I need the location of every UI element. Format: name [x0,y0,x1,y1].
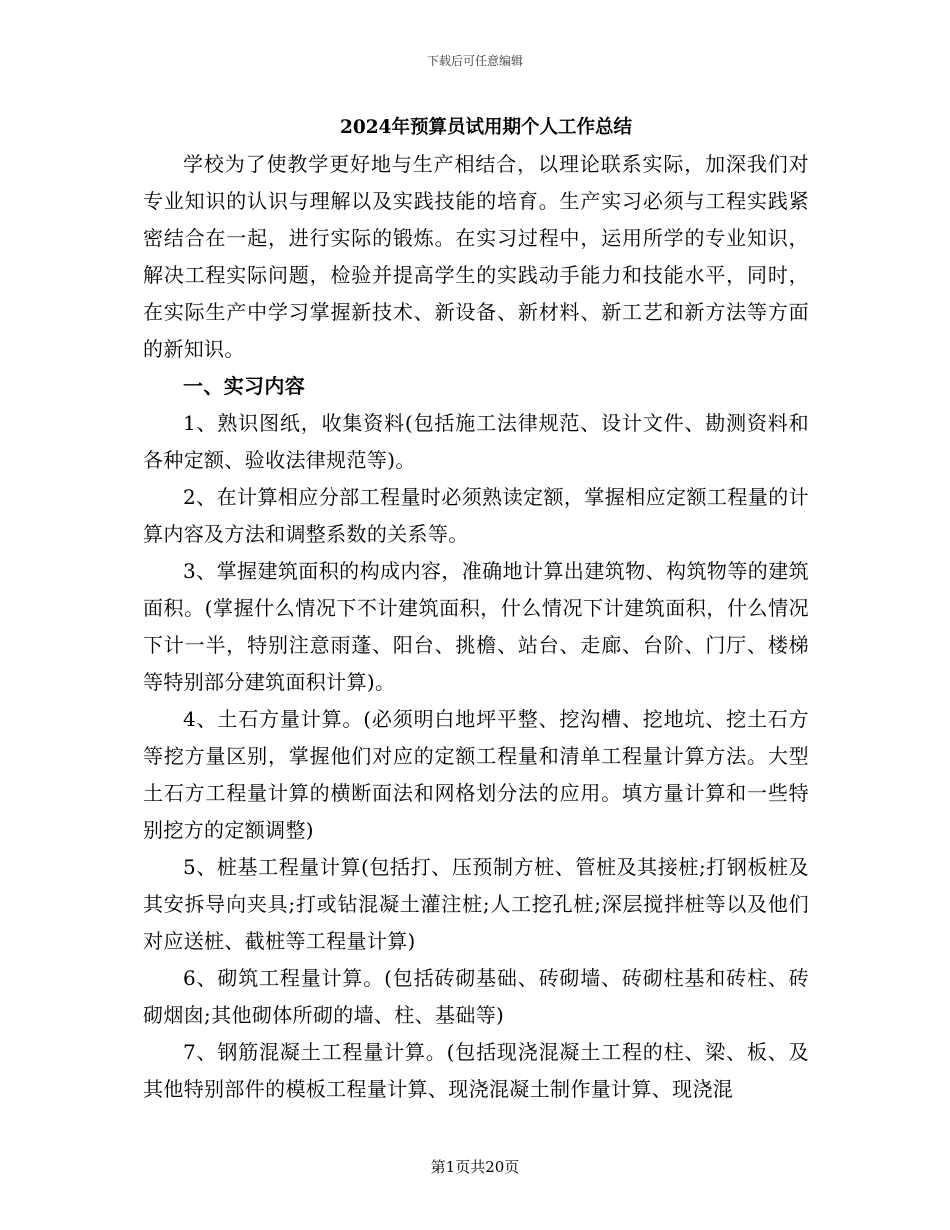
section-heading-internship-content: 一、实习内容 [183,374,306,398]
list-item-7: 7、钢筋混凝土工程量计算。(包括现浇混凝土工程的柱、梁、板、及其他特别部件的模板工程量计算、现浇混凝土制作量计算、现浇混 [143,1040,809,1101]
list-item-2: 2、在计算相应分部工程量时必须熟读定额，掌握相应定额工程量的计算内容及方法和调整系数的关系等。 [143,485,809,546]
page-header-note: 下载后可任意编辑 [426,54,523,68]
intro-paragraph: 学校为了使教学更好地与生产相结合，以理论联系实际，加深我们对专业知识的认识与理解以及实践技能的培育。生产实习必须与工程实践紧密结合在一起，进行实际的锻炼。在实习过程中，运用所学的专业知识，解决工程实际问题，检验并提高学生的实践动手能力和技能水平，同时，在实际生产中学习掌握新技术、新设备、新材料、新工艺和新方法等方面的新知识。 [143,152,809,361]
list-item-5: 5、桩基工程量计算(包括打、压预制方桩、管桩及其接桩;打钢板桩及其安拆导向夹具;打或钻混凝土灌注桩;人工挖孔桩;深层搅拌桩等以及他们对应送桩、截桩等工程量计算) [143,855,809,953]
document-title: 2024年预算员试用期个人工作总结 [340,117,632,138]
list-item-4: 4、土石方量计算。(必须明白地坪平整、挖沟槽、挖地坑、挖土石方等挖方量区别，掌握他们对应的定额工程量和清单工程量计算方法。大型土石方工程量计算的横断面法和网格划分法的应用。填方量计算和一些特别挖方的定额调整) [143,707,809,842]
list-item-6: 6、砌筑工程量计算。(包括砖砌基础、砖砌墙、砖砌柱基和砖柱、砖砌烟囱;其他砌体所砌的墙、柱、基础等) [143,966,809,1027]
list-item-3: 3、掌握建筑面积的构成内容，准确地计算出建筑物、构筑物等的建筑面积。(掌握什么情况下不计建筑面积，什么情况下计建筑面积，什么情况下计一半，特别注意雨蓬、阳台、挑檐、站台、走廊、台阶、门厅、楼梯等特别部分建筑面积计算)。 [143,559,809,694]
page-number: 第1页共20页 [430,1158,520,1176]
document-body [143,109,809,1108]
list-item-1: 1、熟识图纸，收集资料(包括施工法律规范、设计文件、勘测资料和各种定额、验收法律规范等)。 [143,411,809,472]
